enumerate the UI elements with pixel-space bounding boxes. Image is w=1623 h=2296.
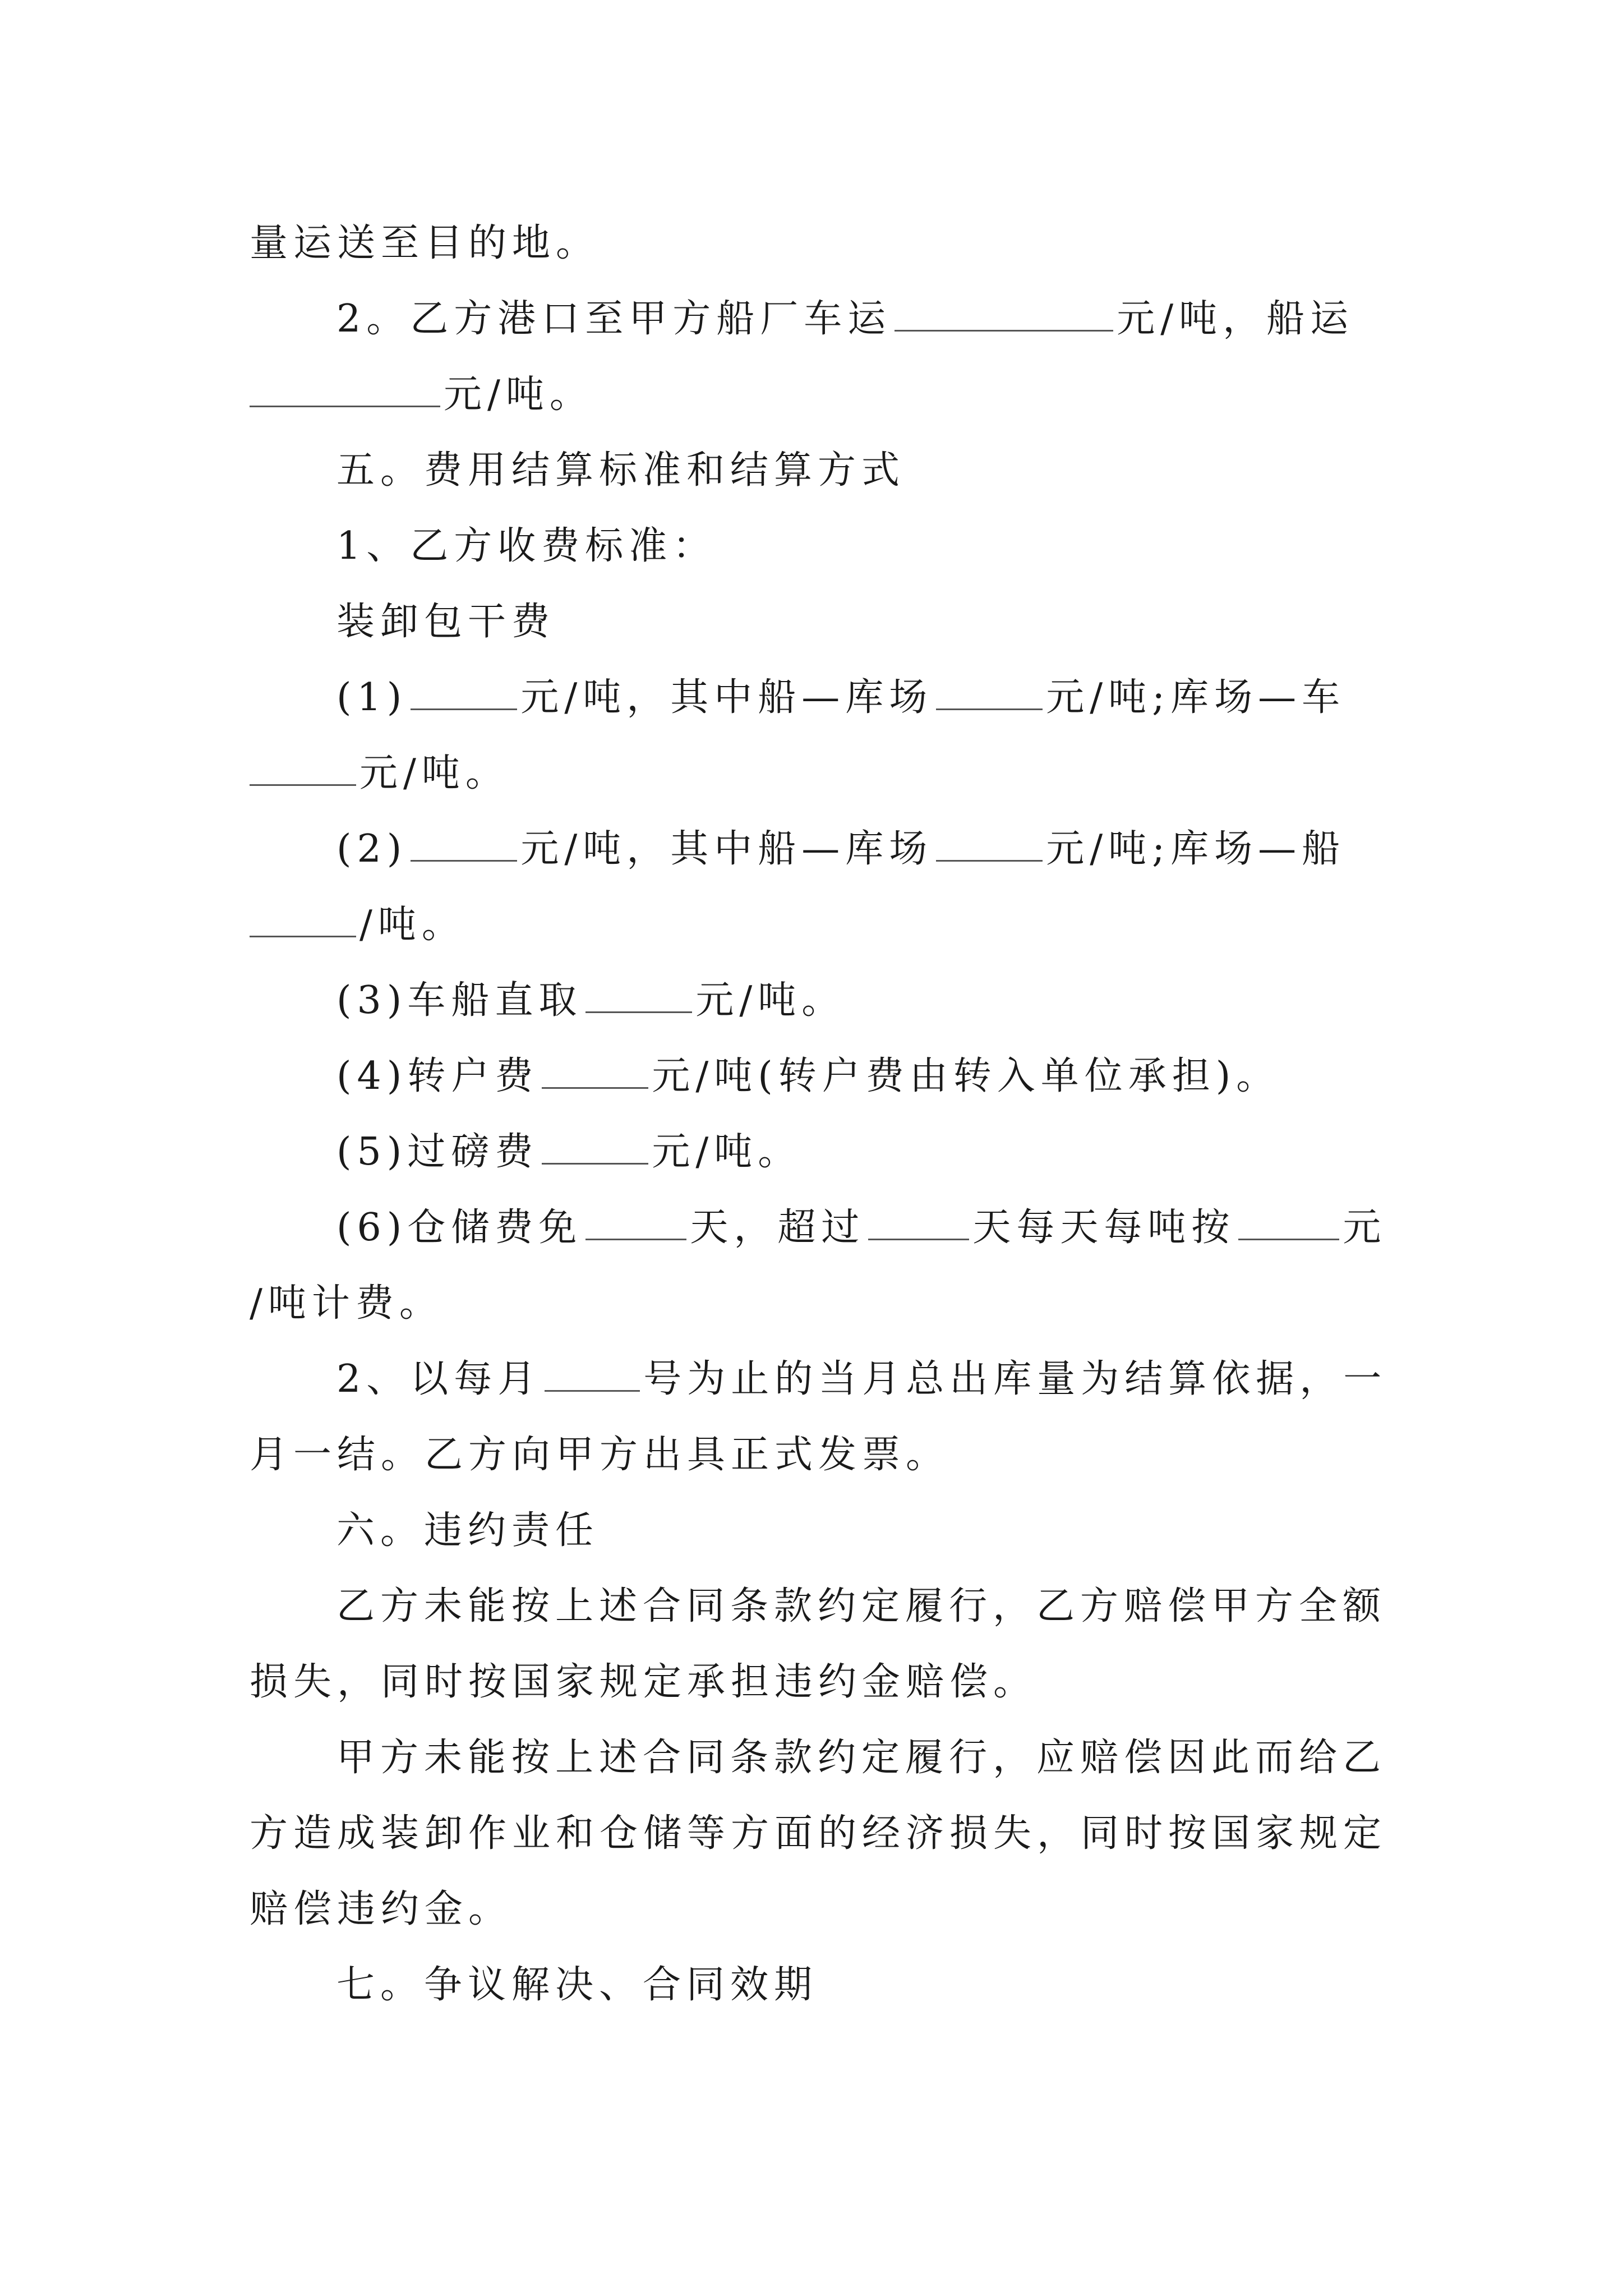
text-span: 元: [1343, 1205, 1387, 1250]
text-span: 元/吨，其中船—库场: [520, 675, 933, 720]
section-heading: [336, 1958, 1486, 2012]
text-span: 乙方未能按上述合同条款约定履行，乙方赔偿甲方全额: [336, 1584, 1387, 1628]
text-span: (1): [336, 675, 408, 720]
text-line: [336, 292, 1486, 346]
text-line: [336, 1050, 1486, 1103]
text-line: [336, 671, 1486, 725]
text-line: [250, 747, 1399, 800]
text-line: [250, 1428, 1399, 1482]
text-line: [250, 1883, 1399, 1936]
text-span: 元/吨(转户费由转入单位承担)。: [652, 1054, 1280, 1098]
text-span: 元/吨。: [652, 1130, 802, 1174]
text-line: [336, 1580, 1486, 1634]
text-line: [336, 519, 1486, 573]
text-span: 损失，同时按国家规定承担违约金赔偿。: [250, 1660, 1038, 1704]
fill-blank: [250, 902, 356, 937]
fill-blank: [545, 1356, 640, 1392]
text-span: 元/吨，船运: [1117, 297, 1354, 341]
text-span: 元/吨。: [695, 978, 846, 1023]
text-span: 2、以每月: [336, 1357, 542, 1401]
text-line: [250, 217, 1399, 270]
fill-blank: [250, 751, 356, 786]
text-span: 元/吨。: [444, 372, 593, 417]
text-line: [336, 1352, 1486, 1406]
text-span: 七。争议解决、合同效期: [336, 1963, 818, 2007]
text-span: (5)过磅费: [336, 1130, 539, 1174]
text-line: [336, 974, 1486, 1028]
text-line: [250, 1807, 1399, 1861]
text-span: 甲方未能按上述合同条款约定履行，应赔偿因此而给乙: [336, 1736, 1387, 1780]
text-span: (4)转户费: [336, 1054, 539, 1098]
fill-blank: [585, 978, 692, 1013]
text-span: 元/吨;库场—船: [1046, 827, 1346, 871]
text-span: /吨计费。: [250, 1281, 443, 1326]
fill-blank: [411, 675, 517, 710]
text-span: 装卸包干费: [336, 600, 556, 644]
text-span: 天每天每吨按: [972, 1205, 1235, 1250]
fill-blank: [895, 296, 1113, 332]
fill-blank: [585, 1205, 686, 1240]
section-heading: [336, 444, 1486, 498]
text-span: 元/吨;库场—车: [1046, 675, 1346, 720]
fill-blank: [1238, 1205, 1339, 1240]
fill-blank: [542, 1129, 648, 1165]
text-span: /吨。: [359, 903, 465, 947]
text-span: 月一结。乙方向甲方出具正式发票。: [250, 1433, 950, 1477]
fill-blank: [411, 826, 517, 862]
section-heading: [336, 1504, 1486, 1558]
text-line: [250, 898, 1399, 952]
text-span: 元/吨。: [359, 751, 509, 795]
text-line: [336, 1125, 1486, 1179]
text-line: [250, 1277, 1399, 1331]
fill-blank: [936, 826, 1043, 862]
text-span: (6)仓储费免: [336, 1205, 583, 1250]
text-line: [336, 1201, 1486, 1255]
text-span: 号为止的当月总出库量为结算依据，一: [643, 1357, 1387, 1401]
text-line: [250, 1655, 1399, 1709]
text-span: 1、乙方收费标准：: [336, 524, 717, 568]
text-line: [250, 368, 1399, 422]
text-span: 六。违约责任: [336, 1508, 600, 1553]
fill-blank: [936, 675, 1043, 710]
text-span: (3)车船直取: [336, 978, 583, 1023]
text-span: 五。费用结算标准和结算方式: [336, 448, 906, 493]
fill-blank: [542, 1053, 648, 1089]
text-span: 量运送至目的地。: [250, 221, 600, 265]
text-span: 2。乙方港口至甲方船厂车运: [336, 297, 892, 341]
text-span: 赔偿违约金。: [250, 1887, 513, 1931]
text-span: 方造成装卸作业和仓储等方面的经济损失，同时按国家规定: [250, 1811, 1387, 1856]
text-span: 天，超过: [690, 1205, 865, 1250]
text-line: [336, 822, 1486, 876]
text-line: [336, 1731, 1486, 1785]
text-span: 元/吨，其中船—库场: [520, 827, 933, 871]
fill-blank: [868, 1205, 969, 1240]
text-line: [336, 595, 1486, 649]
fill-blank: [250, 372, 440, 407]
text-span: (2): [336, 827, 408, 871]
